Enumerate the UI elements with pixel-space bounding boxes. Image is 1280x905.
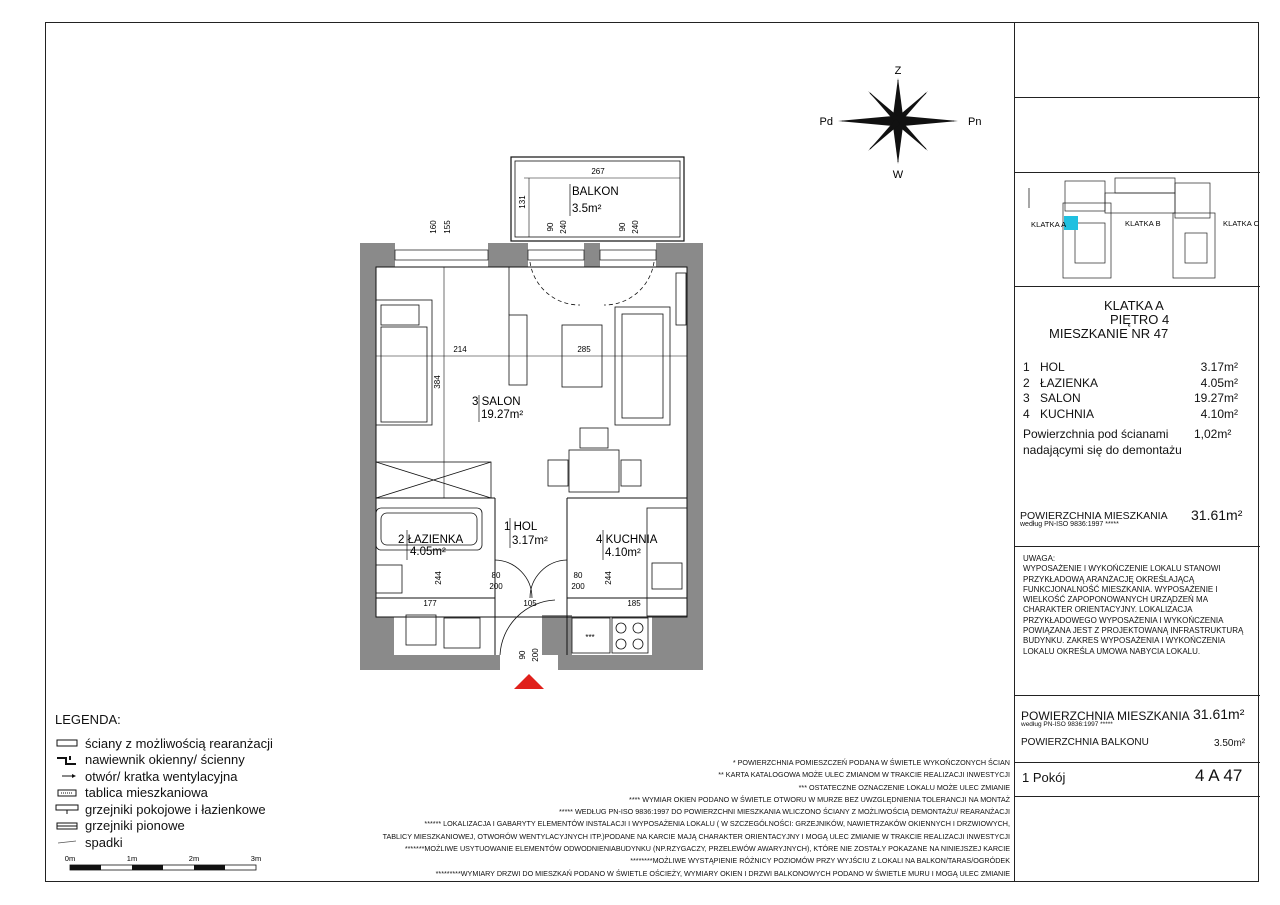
footnote: * POWIERZCHNIA POMIESZCZEŃ PODANA W ŚWIETLE WYKOŃCZONYCH ŚCIAN xyxy=(732,758,1010,767)
total-value: 31.61m² xyxy=(1191,507,1243,523)
legend-item: otwór/ kratka wentylacyjna xyxy=(55,768,273,785)
opening-icon xyxy=(55,770,79,782)
total2-sub: według PN-ISO 9836:1997 ***** xyxy=(1021,721,1113,728)
hol-label: 1 HOL xyxy=(504,521,538,533)
lazienka-area: 4.05m² xyxy=(410,546,446,558)
room-list-item: 3 SALON 19.27m² xyxy=(1023,391,1238,405)
footnote: ** KARTA KATALOGOWA MOŻE ULEC ZMIANOM W TRAKCIE REALIZACJI INWESTYCJI xyxy=(718,770,1010,780)
oven-label: *** xyxy=(585,633,595,642)
walls-area: 1,02m² xyxy=(1194,427,1232,441)
kuchnia-area: 4.10m² xyxy=(605,547,641,559)
room-list-item: 4 KUCHNIA 4.10m² xyxy=(1023,406,1238,421)
dim-salon-w1: 214 xyxy=(453,345,467,354)
dim-balkon-w: 267 xyxy=(591,167,605,176)
header-klatka: KLATKA A xyxy=(1104,298,1164,313)
scale-1: 1m xyxy=(126,854,138,863)
balkon-name: BALKON xyxy=(572,186,619,198)
footnote: TABLICY MIESZKANIOWEJ, OTWORÓW WENTYLACYJNYCH ITP.)PODANE NA KARCIE MAJĄ CHARAKTER ORIENTACYJNY I MOGĄ ULEC ZMIANIE W TRAKCIE REALIZACJI INWESTYCJI xyxy=(382,831,1010,841)
kuchnia-label: 4 KUCHNIA xyxy=(596,534,658,546)
salon-label: 3 SALON xyxy=(472,396,521,408)
salon-area: 19.27m² xyxy=(481,409,524,421)
slope-icon xyxy=(55,836,79,848)
dim-kuch-door-a: 80 xyxy=(573,571,583,580)
footnote: *********WYMIARY DRZWI DO MIESZKAŃ PODANO W ŚWIETLE OŚCIEŻY, WYMIARY OKIEN I DRZWI BALKONOWYCH PODANO W ŚWIETLE MURU I MOGĄ ULEC ZMIANIE xyxy=(435,868,1010,878)
vertical-radiator-icon xyxy=(55,820,79,832)
legend-item: nawiewnik okienny/ ścienny xyxy=(55,752,273,769)
unit-code: 4 A 47 xyxy=(1195,766,1243,785)
key-klatka-c: KLATKA C xyxy=(1223,219,1259,228)
header-pietro: PIĘTRO 4 xyxy=(1110,312,1170,327)
dim-balkon-h: 131 xyxy=(518,195,527,209)
dim-door2-b: 240 xyxy=(631,220,640,234)
hol-area: 3.17m² xyxy=(512,535,548,547)
key-klatka-a: KLATKA A xyxy=(1031,220,1067,229)
dim-laz-h: 244 xyxy=(434,571,443,585)
balcony-label: POWIERZCHNIA BALKONU xyxy=(1021,737,1149,748)
dim-door1-b: 240 xyxy=(559,220,568,234)
scale-0: 0m xyxy=(64,854,76,863)
legend xyxy=(55,712,273,851)
dim-entry-a: 90 xyxy=(518,650,527,660)
dim-win1-a: 160 xyxy=(429,220,438,234)
dim-kuch-w: 185 xyxy=(627,599,641,608)
dim-door2-a: 90 xyxy=(618,222,627,232)
balcony-value: 3.50m² xyxy=(1214,738,1246,749)
footnote: ********MOŻLIWE WYSTĄPIENIE RÓŻNICY POZIOMÓW PRZY WYJŚCIU Z LOKALI NA BALKON/TARAS/OGRÓDEK xyxy=(630,856,1010,866)
dim-laz-door-a: 80 xyxy=(491,571,501,580)
rearrangeable-wall-icon xyxy=(55,737,79,749)
dim-entry-b: 200 xyxy=(531,648,540,662)
total-label: POWIERZCHNIA MIESZKANIA xyxy=(1020,510,1168,522)
walls-note-1: Powierzchnia pod ścianami xyxy=(1023,427,1169,441)
dim-laz-door-b: 200 xyxy=(489,582,503,591)
scale-2: 2m xyxy=(188,854,200,863)
total2-label: POWIERZCHNIA MIESZKANIA xyxy=(1021,709,1190,723)
footnote: *******MOŻLIWE USYTUOWANIE ELEMENTÓW ODWODNIENIABUDYNKU (NP.RZYGACZY, PRZELEWÓW AWARYJNYCH), KTÓRE NIE ZOSTAŁY POKAZANE NA NINIEJSZEJ KARCIE xyxy=(404,844,1010,854)
legend-item: tablica mieszkaniowa xyxy=(55,785,273,802)
walls-note-2: nadającymi się do demontażu xyxy=(1023,443,1182,457)
room-list-item: 2 ŁAZIENKA 4.05m² xyxy=(1023,375,1238,390)
footnote: *** OSTATECZNE OZNACZENIE LOKALU MOŻE ULEC ZMIANIE xyxy=(798,782,1010,792)
footnote: ***** WEDŁUG PN-ISO 9836:1997 DO POWIERZCHNI MIESZKANIA WLICZONO ŚCIANY Z MOŻLIWOŚCIĄ DEMONTAŻU/ REARANŻACJI xyxy=(558,807,1010,817)
footnotes xyxy=(300,757,1010,880)
scale-bar xyxy=(60,853,270,875)
dim-win1-b: 155 xyxy=(443,220,452,234)
legend-item: spadki xyxy=(55,834,273,851)
key-plan xyxy=(1015,173,1259,283)
entry-marker-icon xyxy=(514,674,544,689)
dim-kuch-h: 244 xyxy=(604,571,613,585)
dim-hol-w: 105 xyxy=(523,599,537,608)
header-mieszkanie: MIESZKANIE NR 47 xyxy=(1049,326,1169,341)
interior-partitions xyxy=(376,267,687,655)
dim-laz-w: 177 xyxy=(423,599,437,608)
scale-3: 3m xyxy=(250,854,262,863)
legend-title: LEGENDA: xyxy=(55,712,121,727)
dim-door1-a: 90 xyxy=(546,222,555,232)
footnote: **** WYMIAR OKIEN PODANO W ŚWIETLE OTWORU W MURZE BEZ UWZGLĘDNIENIA TOLERANCJI NA MONTAŻ xyxy=(629,794,1010,804)
room-list-item: 1 HOL 3.17m² xyxy=(1023,360,1238,374)
balkon-area: 3.5m² xyxy=(572,203,602,215)
compass-e: Pn xyxy=(968,116,982,128)
legend-item: ściany z możliwością rearanżacji xyxy=(55,735,273,752)
uwaga-note: UWAGA: WYPOSAŻENIE I WYKOŃCZENIE LOKALU STANOWI PRZYKŁADOWĄ ARANŻACJĘ OKREŚLAJĄCĄ FUNKCJONALNOŚĆ MIESZKANIA. WYPOSAŻENIE I WIELKOŚĆ ZAPOPONOWANYCH URZĄDZEŃ MA CHARAKTER ORIENTACYJNY. LOKALIZACJA PRZYKŁADOWEGO WYPOSAŻENIA I WYKOŃCZENIA POWIĄZANA JEST Z PROJEKTOWANĄ INFRASTRUKTURĄ BUDYNKU. ZAKRES WYPOSAŻENIA I WYKOŃCZENIA LOKALU OKREŚLA UMOWA NABYCIA LOKALU. xyxy=(1023,554,1244,656)
compass-n: Z xyxy=(894,65,902,77)
lazienka-label: 2 ŁAZIENKA xyxy=(398,534,464,546)
compass-rose-icon xyxy=(838,78,958,164)
legend-item: grzejniki pionowe xyxy=(55,818,273,835)
key-klatka-b: KLATKA B xyxy=(1125,219,1161,228)
dim-salon-w2: 285 xyxy=(577,345,591,354)
radiator-icon xyxy=(55,803,79,815)
dim-kuch-door-b: 200 xyxy=(571,582,585,591)
vent-icon xyxy=(55,754,79,766)
dim-salon-h: 384 xyxy=(433,375,442,389)
furniture xyxy=(376,267,686,498)
footnote: ****** LOKALIZACJA I GABARYTY ELEMENTÓW INSTALACJI I WYPOSAŻENIA LOKALU ( W SZCZEGÓLNOŚCI: GRZEJNIKÓW, NAWIETRZAKÓW OKIENNYCH I DRZWIOWYCH, xyxy=(424,819,1010,829)
unit-plate-icon xyxy=(55,787,79,799)
compass-w: Pd xyxy=(819,116,833,128)
legend-item: grzejniki pokojowe i łazienkowe xyxy=(55,801,273,818)
room-list xyxy=(1023,360,1238,422)
rooms-count: 1 Pokój xyxy=(1022,770,1066,785)
compass-s: W xyxy=(892,169,904,181)
total2-value: 31.61m² xyxy=(1193,706,1245,722)
total-sub: według PN-ISO 9836:1997 ***** xyxy=(1020,521,1119,528)
